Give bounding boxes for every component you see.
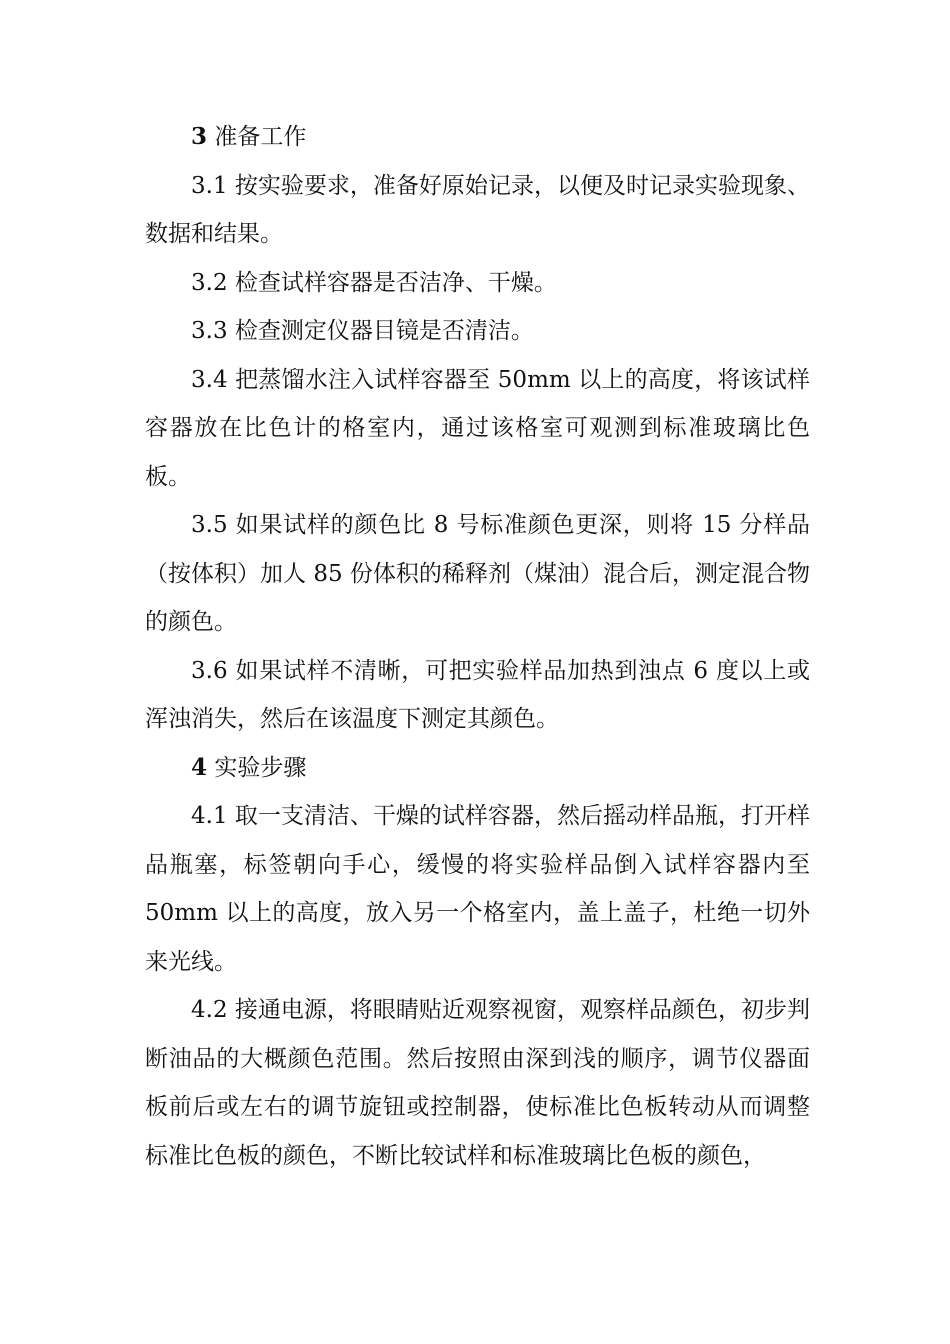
paragraph-3-3: 3.3 检查测定仪器目镜是否清洁。: [191, 318, 534, 344]
section-title: 实验步骤: [207, 754, 307, 781]
section-number: 3: [191, 123, 208, 150]
paragraph-3-6: 3.6 如果试样不清晰，可把实验样品加热到浊点 6 度以上或浑浊消失，然后在该温度下测定其颜色。: [145, 657, 810, 732]
section-heading-preparation: [145, 113, 810, 162]
paragraph-4-2: 4.2 接通电源，将眼睛贴近观察视窗，观察样品颜色，初步判断油品的大概颜色范围。然后按照由深到浅的顺序，调节仪器面板前后或左右的调节旋钮或控制器，使标准比色板转动从而调整标准比色板的颜色，不断比较试样和标准玻璃比色板的颜色，: [145, 997, 810, 1169]
section-heading-procedure: [145, 744, 810, 793]
paragraph-3-4: 3.4 把蒸馏水注入试样容器至 50mm 以上的高度，将该试样容器放在比色计的格室内，通过该格室可观测到标准玻璃比色板。: [145, 366, 810, 490]
paragraph-3-5: 3.5 如果试样的颜色比 8 号标准颜色更深，则将 15 分样品（按体积）加人 85 份体积的稀释剂（煤油）混合后，测定混合物的颜色。: [145, 512, 810, 635]
section-title: 准备工作: [207, 124, 307, 150]
document-body: [145, 113, 810, 1180]
paragraph-4-1: 4.1 取一支清洁、干燥的试样容器，然后摇动样品瓶，打开样品瓶塞，标签朝向手心，缓慢的将实验样品倒入试样容器内至 50mm 以上的高度，放入另一个格室内，盖上盖子，杜绝一切外来光线。: [145, 803, 810, 975]
section-number: 4: [191, 753, 208, 781]
paragraph-3-2: 3.2 检查试样容器是否洁净、干燥。: [191, 269, 557, 296]
paragraph-3-1: 3.1 按实验要求，准备好原始记录，以便及时记录实验现象、数据和结果。: [145, 172, 810, 247]
